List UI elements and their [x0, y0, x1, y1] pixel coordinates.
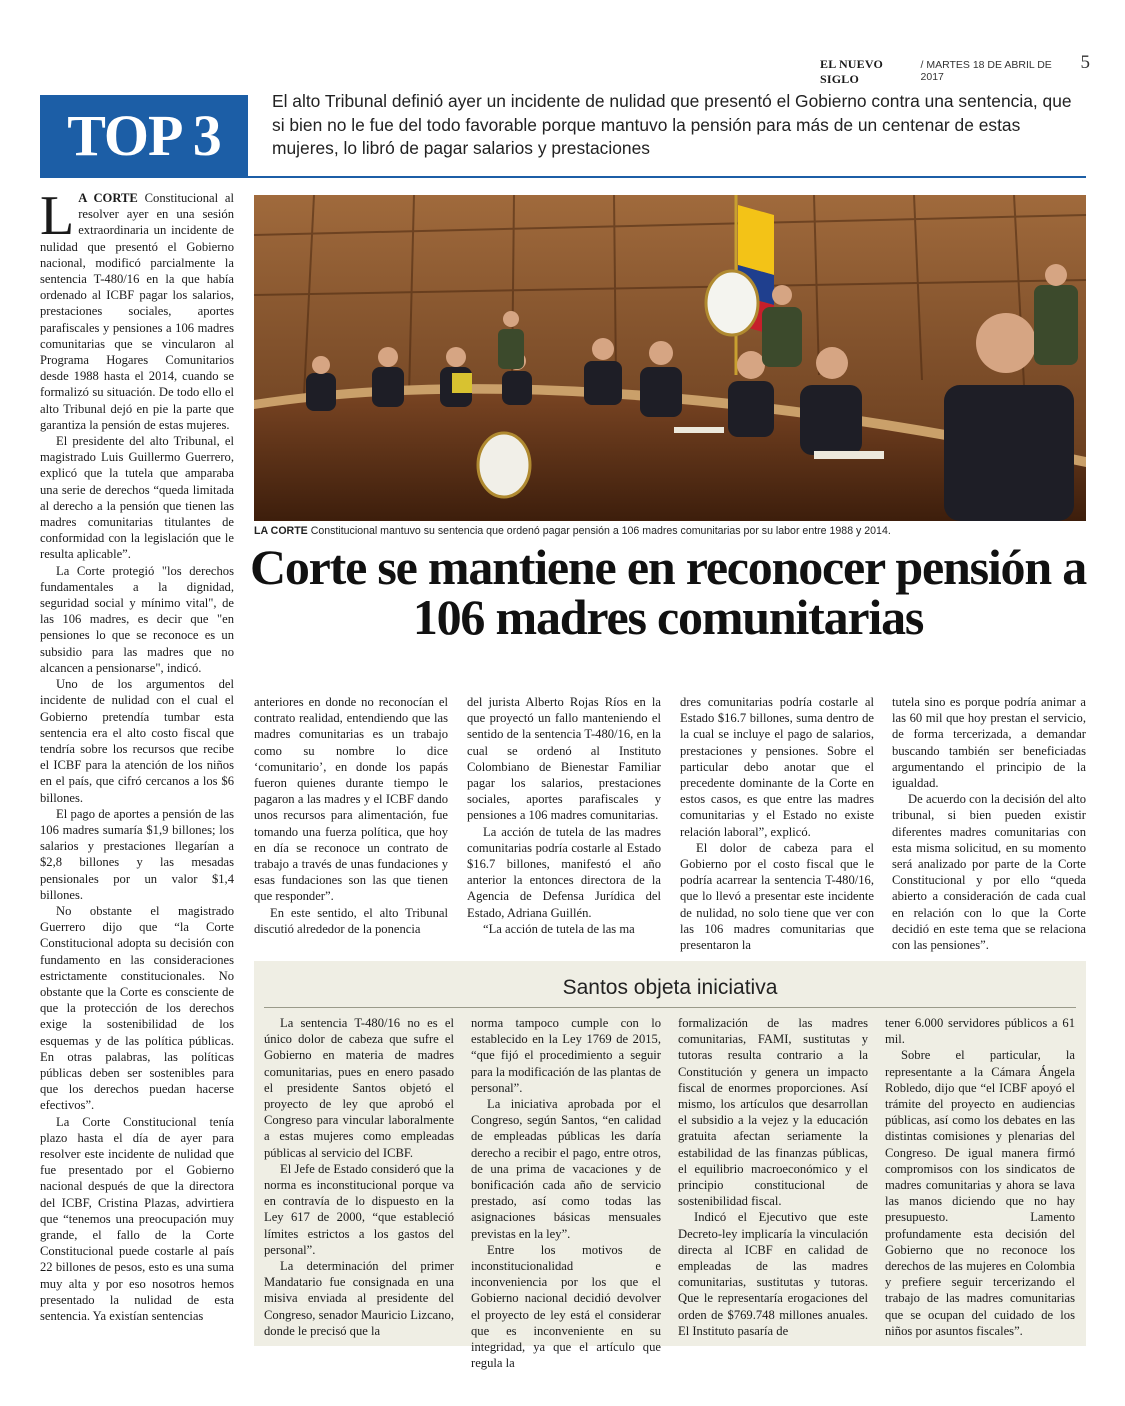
section-rule-left — [40, 176, 248, 178]
article-column-5 — [892, 694, 1086, 953]
court-session-photo — [254, 195, 1086, 521]
paragraph: Uno de los argumentos del incidente de nulidad con el cual el Gobierno pretendía tumbar esta sentencia era el alto costo fiscal que tendría sobre los recursos que recibe el ICBF para la atención de los niños en el país, que cifró cercanos a los $6 billones. — [40, 677, 234, 805]
article-lead-paragraph — [40, 185, 234, 433]
newspaper-name: EL NUEVO SIGLO — [820, 57, 884, 86]
page-number: 5 — [1080, 52, 1090, 73]
column-1-paragraphs — [40, 433, 234, 1324]
paragraph: En este sentido, el alto Tribunal discutió alrededor de la ponencia — [254, 905, 448, 936]
paragraph: La Corte Constitucional tenía plazo hasta el día de ayer para resolver este incidente de nulidad que fue presentado por el Gobierno nacional después de que la directora del ICBF, Cristina Plazas, advirtiera que “tenemos una preocupación muy grande, el fallo de la Corte Constitucional puede costarle al país 22 billones de pesos, esto es una suma muy alta y por eso nosotros hemos presentado la nulidad de esta sentencia. Ya existían sentencias — [40, 1114, 234, 1324]
paragraph: No obstante el magistrado Guerrero dijo que “la Corte Constitucional adopta su decisión con fundamento en las consideraciones estrictamente constitucionales. No obstante que la Corte es consciente de que la protección de los derechos exige la sostenibilidad de los esquemas y de las política públicas. En otras palabras, las políticas públicas deben ser sostenibles para que los derechos puedan hacerse efectivos”. — [40, 903, 234, 1113]
article-column-4 — [680, 694, 874, 953]
lead-text: Constitucional al resolver ayer en una sesión extraordinaria un incidente de nulidad que presentó el Gobierno nacional, modificó parcialmente la sentencia T-480/16 en la que había ordenado al ICBF pagar los salarios, prestaciones sociales, aportes parafiscales y pensiones a 106 madres comunitarias que se vincularon al Programa Hogares Comunitarios desde 1988 hasta el 2014, cuando se formalizó su situación. De todo ello el alto Tribunal dejó en pie la parte que garantiza la pensión de estas mujeres. — [40, 191, 234, 432]
section-tag: TOP 3 — [40, 95, 248, 177]
paragraph: El pago de aportes a pensión de las 106 madres sumaría $1,9 billones; los salarios y prestaciones llegarían a $2,8 billones y las mesadas pensionales por un valor $1,4 billones. — [40, 806, 234, 902]
paragraph: La Corte protegió "los derechos fundamentales a la dignidad, seguridad social y mínimo vital", de las 106 madres, es decir que "en pensiones lo que se reconoce es un subsidio para las madres que no alcancen a pensionarse", indicó. — [40, 563, 234, 675]
caption-text: Constitucional mantuvo su sentencia que ordenó pagar pensión a 106 madres comunitarias por su labor entre 1988 y 2014. — [307, 525, 891, 537]
paragraph: Sobre el particular, la representante a la Cámara Ángela Robledo, dijo que “el ICBF apoyó el trámite del proyecto en audiencias públicas, así como los debates en las distintas comisiones y plenarias del Congreso. De igual manera firmó compromisos con los sindicatos de madres comunitarias y ahora se lava las manos diciendo que no hay presupuesto. Lamento profundamente esta decisión del Gobierno que no reconoce los derechos de las mujeres en Colombia y prefiere seguir tercerizando el trabajo de las madres comunitarias que se ocupan del cuidado de los niños por asuntos fiscales”. — [885, 1048, 1075, 1338]
paragraph: dres comunitarias podría costarle al Estado $16.7 billones, suma dentro de la cual se incluye el pago de salarios, prestaciones y pensiones. Sobre el particular debo anotar que el precedente dominante de la Corte en estos casos, es que entre las madres comunitarias y el Estado no existe relación laboral”, explicó. — [680, 695, 874, 839]
paragraph: “La acción de tutela de las ma — [483, 921, 635, 936]
photo-illustration — [254, 195, 1086, 521]
paragraph: norma tampoco cumple con lo establecido en la Ley 1769 de 2015, “que fijó el procedimiento a seguir para la modificación de las plantas de personal”. — [471, 1016, 661, 1095]
paragraph: La determinación del primer Mandatario fue consignada en una misiva enviada al presidente del Congreso, senador Mauricio Lizcano, donde le precisó que la — [264, 1259, 454, 1338]
sidebar-column-2 — [471, 1015, 661, 1371]
paragraph: Entre los motivos de inconstitucionalidad e inconveniencia por los que el Gobierno nacional decidió devolver el proyecto de ley está el considerar que es inconveniente en su integridad, ya que el artículo que regula la — [471, 1242, 661, 1371]
paragraph: formalización de las madres comunitarias, FAMI, sustitutas y tutoras resulta contrario a la Constitución y genera un impacto fiscal de enormes proporciones. Así mismo, los artículos que desarrollan el subsidio a la vejez y la educación gratuita afectan seriamente la estabilidad de las finanzas públicas, el equilibrio macroeconómico y el principio constitucional de sostenibilidad fiscal. — [678, 1016, 868, 1209]
article-column-2 — [254, 694, 448, 937]
sidebar-column-1 — [264, 1015, 454, 1339]
paragraph: Indicó el Ejecutivo que este Decreto-ley implicaría la vinculación directa al ICBF en calidad de empleadas de las madres comunitarias, sustitutas y tutoras. Que le representaría erogaciones del orden de $769.748 millones anuales. El Instituto pasaría de — [678, 1210, 868, 1338]
sidebar-title: Santos objeta iniciativa — [562, 976, 778, 999]
paragraph: El dolor de cabeza para el Gobierno por el costo fiscal que le podría acarrear la sentencia T-480/16, que lo llevó a presentar este incidente de nulidad, no solo tiene que ver con las 106 madres comunitarias que presentaron la — [680, 840, 874, 953]
paragraph: De acuerdo con la decisión del alto tribunal, si bien pueden existir diferentes madres comunitarias con esta misma solicitud, en su momento será analizado por parte de la Corte Constitucional y por ello “queda abierto a consideración de cada cual en relación con lo que la Corte decidió en este tema que se relaciona con las pensiones”. — [892, 792, 1086, 953]
issue-date: / MARTES 18 DE ABRIL DE 2017 — [920, 59, 1052, 83]
photo-caption — [254, 524, 1086, 538]
paragraph: anteriores en donde no reconocían el contrato realidad, entendiendo que las madres comunitarias es un trabajo como su nombre lo dice ‘comunitario’, en donde los papás fueron quienes durante tiempo le pagaron a las madres y el ICBF dando unos recursos para alimentación, fue tomando una fuerza política, que hoy en día se reconoce un contrato de trabajo a través de unas fundaciones y esas fundaciones son las que tienen que responder”. — [254, 695, 448, 904]
paragraph: del jurista Alberto Rojas Ríos en la que proyectó un fallo manteniendo el sentido de la sentencia T-480/16, en la cual se ordenó al Instituto Colombiano de Bienestar Familiar pagar los salarios, prestaciones sociales, aportes parafiscales y pensiones a 106 madres comunitarias. — [467, 695, 661, 823]
paragraph: El Jefe de Estado consideró que la norma es inconstitucional porque va en contravía de lo dispuesto en la Ley 617 de 2000, “que estableció límites estrictos a los gastos del personal”. — [264, 1161, 454, 1257]
paragraph: tener 6.000 servidores públicos a 61 mil. — [885, 1016, 1075, 1047]
paragraph: La acción de tutela de las madres comunitarias podría costarle al Estado $16.7 billones, manifestó el año anterior la entonces directora de la Agencia de Defensa Jurídica del Estado, Adriana Guillén. — [467, 824, 661, 920]
lead-caps: A CORTE — [78, 191, 138, 205]
caption-lead: LA CORTE — [254, 525, 308, 537]
article-deck: El alto Tribunal definió ayer un incidente de nulidad que presentó el Gobierno contra una sentencia, que si bien no le fue del todo favorable porque mantuvo la pensión para más de un centenar de estas mujeres, lo libró de pagar salarios y prestaciones — [272, 91, 1072, 158]
sidebar-column-4 — [885, 1015, 1075, 1339]
paragraph: La iniciativa aprobada por el Congreso, según Santos, “en calidad de empleadas públicas les daría derecho a recibir el pago, entre otros, de una prima de vacaciones y de bonificación cada año de servicio prestado, así como todas las asignaciones básicas mensuales previstas en la ley”. — [471, 1097, 661, 1241]
article-column-3 — [467, 694, 661, 937]
paragraph: El presidente del alto Tribunal, el magistrado Luis Guillermo Guerrero, explicó que la tutela que amparaba una serie de derechos “queda limitada al derecho a la pensión que tienen las madres comunitarias titulantes de conformidad con la legislación que le resulta aplicable”. — [40, 434, 234, 562]
dropcap: L — [40, 185, 75, 247]
headline: Corte se mantiene en reconocer pensión a 106 madres comunitarias — [249, 539, 1087, 645]
sidebar-title-rule — [264, 1007, 1076, 1008]
paragraph: tutela sino es porque podría animar a las 60 mil que hoy prestan el servicio, de forma tercerizada, a demandar buscando también ser beneficiadas argumentando el principio de la igualdad. — [892, 695, 1086, 791]
section-rule — [248, 176, 1086, 178]
article-column-1 — [40, 185, 234, 1324]
page-header — [820, 52, 1090, 86]
sidebar-column-3 — [678, 1015, 868, 1339]
paragraph: La sentencia T-480/16 no es el único dolor de cabeza que sufre el Gobierno en materia de madres comunitarias, pues en enero pasado el presidente Santos objetó el proyecto de ley que aprobó el Congreso para vincular laboralmente a estas mujeres como empleadas públicas al servicio del ICBF. — [264, 1016, 454, 1160]
